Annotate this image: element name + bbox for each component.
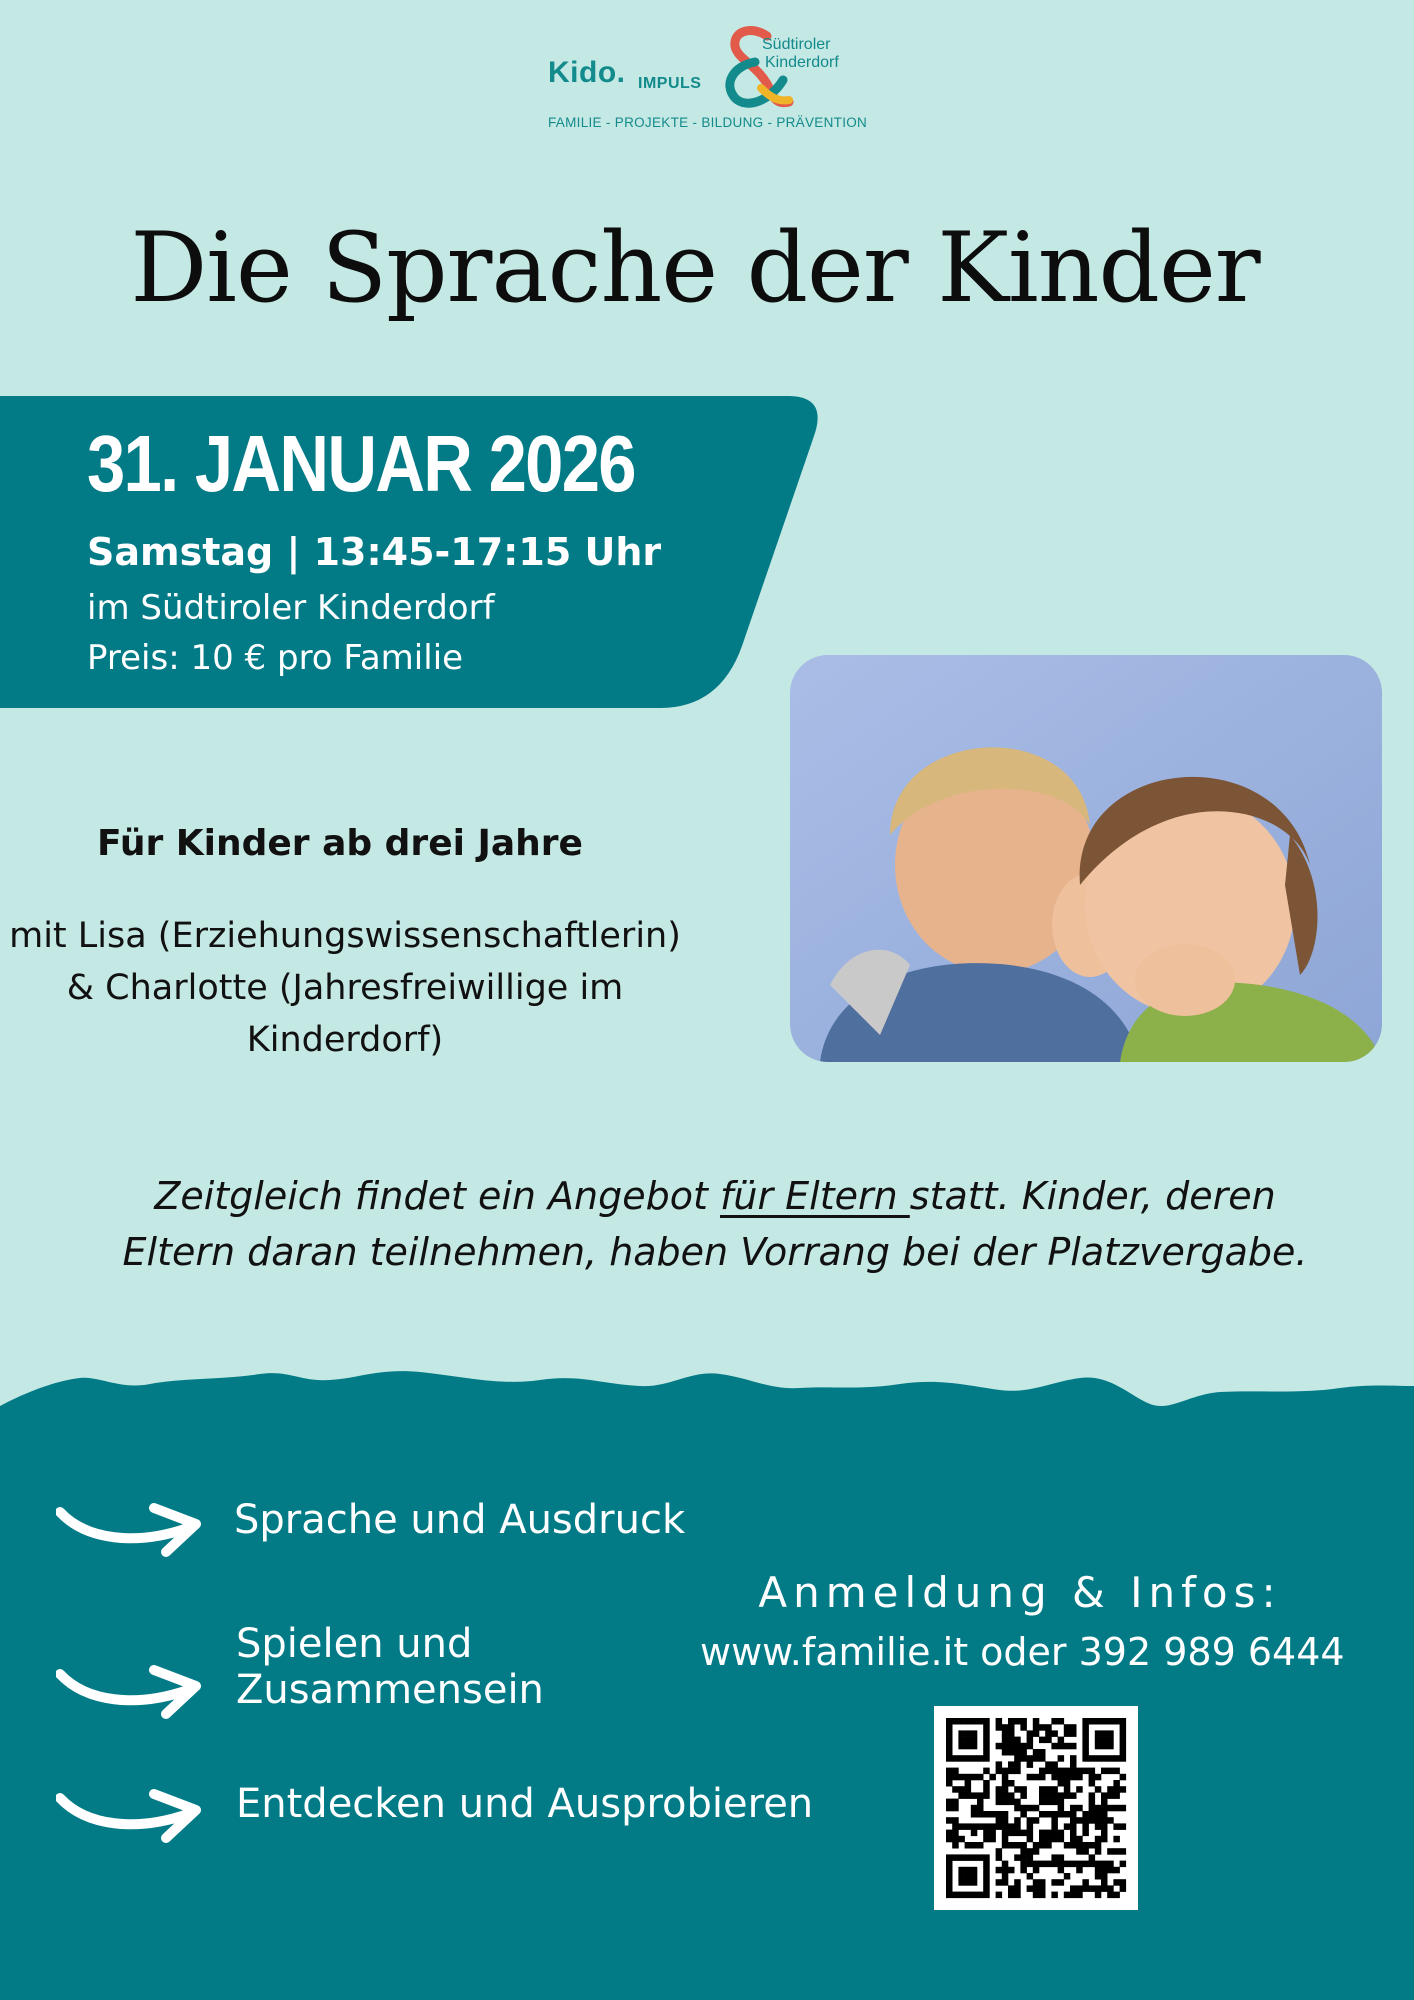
arrow-icon — [56, 1498, 208, 1558]
leaders-line: & Charlotte (Jahresfreiwillige im — [66, 968, 624, 1008]
arrow-icon — [56, 1660, 208, 1720]
note-text: Eltern daran teilnehmen, haben Vorrang bei der Platzvergabe. — [122, 1230, 1308, 1274]
feature-label: Spielen und — [236, 1621, 473, 1667]
event-day-time: Samstag | 13:45-17:15 Uhr — [87, 530, 662, 574]
leaders-line: mit Lisa (Erziehungswissenschaftlerin) — [9, 916, 681, 956]
audience-heading: Für Kinder ab drei Jahre — [97, 823, 583, 864]
logo-org-line1: Südtiroler — [762, 36, 831, 53]
parents-offer-link[interactable]: für Eltern — [720, 1174, 910, 1218]
footer-background — [0, 1360, 1414, 2000]
brand-logo — [540, 22, 880, 140]
feature-label: Zusammensein — [236, 1667, 544, 1713]
parents-note — [60, 1168, 1370, 1280]
children-photo — [790, 655, 1382, 1062]
note-text: statt. Kinder, deren — [909, 1174, 1276, 1218]
logo-brand-sub: IMPULS — [638, 75, 702, 92]
arrow-icon — [56, 1784, 208, 1844]
event-date: 31. JANUAR 2026 — [87, 419, 635, 508]
logo-tagline: FAMILIE - PROJEKTE - BILDUNG - PRÄVENTION — [548, 115, 868, 130]
registration-contact[interactable]: www.familie.it oder 392 989 6444 — [700, 1630, 1345, 1674]
page-title: Die Sprache der Kinder — [130, 212, 1260, 324]
feature-label: Sprache und Ausdruck — [234, 1497, 686, 1543]
leaders-line: Kinderdorf) — [246, 1020, 444, 1060]
leaders-text — [0, 910, 690, 1066]
date-banner — [0, 396, 830, 708]
event-location: im Südtiroler Kinderdorf — [87, 588, 495, 628]
note-text: Zeitgleich findet ein Angebot — [154, 1174, 720, 1218]
logo-org-line2: Kinderdorf — [765, 54, 839, 71]
feature-label: Entdecken und Ausprobieren — [236, 1781, 814, 1827]
logo-brand: Kido. — [548, 56, 626, 89]
registration-title: Anmeldung & Infos: — [758, 1568, 1282, 1617]
event-price: Preis: 10 € pro Familie — [87, 638, 464, 678]
qr-code-icon[interactable] — [934, 1706, 1138, 1910]
